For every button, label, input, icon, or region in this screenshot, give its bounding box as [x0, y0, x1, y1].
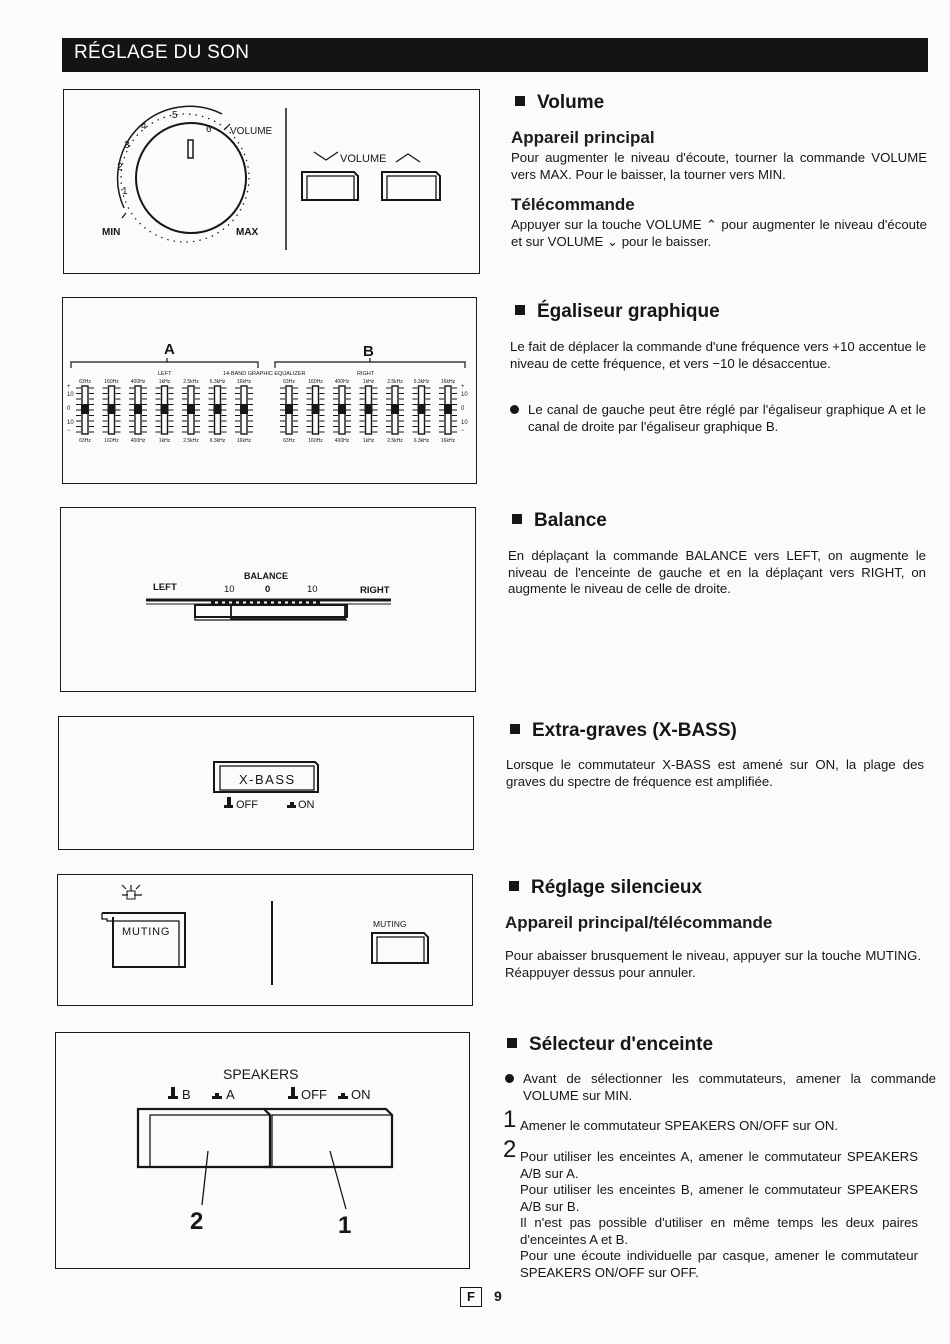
volume-scale-1: 1 [122, 186, 128, 197]
balance-right-label: RIGHT [360, 585, 390, 596]
eq-slider-knob[interactable] [214, 404, 222, 414]
eq-scale-plus: + [67, 384, 71, 390]
eq-freq-top-label: 400Hz [130, 379, 146, 385]
balance-title: BALANCE [244, 571, 288, 581]
eq-slider-knob[interactable] [240, 404, 248, 414]
section-title-volume [515, 92, 604, 114]
step-2-text-b: Pour utiliser les enceintes B, amener le commutateur SPEAKERS A/B sur B. [520, 1182, 918, 1214]
eq-freq-top-label: 6.3kHz [209, 379, 226, 385]
language-badge: F [460, 1287, 482, 1307]
eq-freq-bottom-label: 160Hz [308, 438, 323, 444]
step-1-number: 1 [503, 1106, 517, 1133]
eq-freq-top-label: 16kHz [440, 379, 456, 385]
eq-scale-right-label: − [461, 428, 465, 434]
eq-slider-knob[interactable] [108, 404, 116, 414]
speakers-on-label: ON [351, 1087, 371, 1102]
eq-group-a-label: A [164, 341, 175, 358]
eq-slider[interactable] [76, 379, 94, 444]
volume-scale-5: 5 [172, 110, 178, 121]
section-title-text: Extra-graves (X-BASS) [532, 720, 737, 741]
eq-freq-top-label: 16kHz [236, 379, 252, 385]
eq-slider-knob[interactable] [285, 404, 293, 414]
balance-text: En déplaçant la commande BALANCE vers LEFT, on augmente le niveau de l'enceinte de gauche et en la déplaçant vers RIGHT, on augmente le niveau de celle de droite. [508, 548, 926, 596]
subtitle-remote: Télécommande [511, 195, 635, 214]
section-title-balance [512, 510, 607, 532]
volume-figure [63, 89, 480, 274]
eq-slider-knob[interactable] [365, 404, 373, 414]
step-2-text-d: Pour une écoute individuelle par casque, amener le commutateur SPEAKERS ON/OFF sur OFF. [520, 1248, 918, 1280]
eq-slider[interactable] [413, 379, 431, 444]
section-title-muting [509, 877, 702, 899]
step-1-text: Amener le commutateur SPEAKERS ON/OFF sur ON. [520, 1118, 839, 1133]
eq-slider[interactable] [439, 379, 457, 444]
balance-ten-right: 10 [307, 584, 318, 595]
eq-slider-knob[interactable] [312, 404, 320, 414]
eq-slider-knob[interactable] [134, 404, 142, 414]
speakers-callout-1: 1 [338, 1212, 352, 1239]
muting-remote-label: MUTING [373, 919, 407, 929]
eq-slider[interactable] [129, 379, 147, 444]
eq-scale-bottom: 10 [67, 420, 74, 426]
eq-slider-knob[interactable] [391, 404, 399, 414]
eq-slider-knob[interactable] [81, 404, 89, 414]
eq-freq-bottom-label: 16kHz [236, 438, 252, 444]
eq-slider-knob[interactable] [161, 404, 169, 414]
volume-min-label: MIN [102, 227, 121, 238]
balance-ten-left: 10 [224, 584, 235, 595]
section-title-text: Volume [537, 92, 605, 113]
volume-text-remote: Appuyer sur la touche VOLUME ⌃ pour augmenter le niveau d'écoute et sur VOLUME ⌄ pour le baisser. [511, 217, 927, 249]
eq-freq-bottom-label: 63Hz [283, 438, 295, 444]
section-title-text: Balance [534, 510, 607, 531]
eq-slider[interactable] [182, 379, 200, 444]
eq-slider[interactable] [386, 379, 404, 444]
eq-freq-bottom-label: 2.5kHz [387, 438, 403, 444]
muting-text: Pour abaisser brusquement le niveau, appuyer sur la touche MUTING. Réappuyer dessus pour annuler. [505, 948, 921, 980]
section-title-text: Égaliseur graphique [537, 301, 720, 322]
volume-scale-2: 2 [117, 162, 123, 173]
speakers-callout-2: 2 [190, 1208, 204, 1235]
eq-freq-top-label: 160Hz [308, 379, 323, 385]
speakers-bullet [505, 1071, 936, 1104]
eq-scale-right-label: 10 [461, 420, 468, 426]
equalizer-figure [62, 297, 477, 484]
eq-freq-top-label: 160Hz [104, 379, 119, 385]
eq-slider-bank [76, 379, 468, 444]
eq-freq-bottom-label: 63Hz [79, 438, 91, 444]
eq-freq-bottom-label: 1kHz [158, 438, 171, 444]
eq-slider[interactable] [156, 379, 174, 444]
page-header [62, 38, 928, 72]
xbass-on-label: ON [298, 799, 315, 811]
eq-group-b-label: B [363, 343, 374, 360]
eq-slider-knob[interactable] [338, 404, 346, 414]
eq-freq-bottom-label: 16kHz [440, 438, 456, 444]
eq-slider[interactable] [333, 379, 351, 444]
xbass-off-label: OFF [236, 799, 258, 811]
subtitle-main-unit: Appareil principal [511, 128, 655, 147]
eq-freq-top-label: 63Hz [79, 379, 91, 385]
eq-slider[interactable] [209, 379, 227, 444]
speakers-off-label: OFF [301, 1087, 327, 1102]
eq-left-label: LEFT [158, 371, 172, 377]
eq-slider-knob[interactable] [187, 404, 195, 414]
eq-scale-zero: 0 [67, 406, 71, 412]
section-title-eq [515, 301, 720, 323]
eq-freq-top-label: 1kHz [362, 379, 375, 385]
eq-scale-right-label: + [461, 384, 465, 390]
section-title-text: Réglage silencieux [531, 877, 703, 898]
section-title-xbass [510, 720, 737, 742]
page-number: 9 [494, 1288, 502, 1304]
eq-bullet-text: Le canal de gauche peut être réglé par l'égaliseur graphique A et le canal de droite par l'égaliseur graphique B. [528, 402, 926, 434]
eq-slider-knob[interactable] [444, 404, 452, 414]
eq-freq-bottom-label: 400Hz [334, 438, 350, 444]
volume-button-label: VOLUME [340, 153, 387, 165]
balance-left-label: LEFT [153, 582, 177, 593]
balance-zero: 0 [265, 584, 271, 595]
volume-knob-label: VOLUME [230, 126, 273, 137]
eq-freq-bottom-label: 2.5kHz [183, 438, 199, 444]
xbass-figure [58, 716, 474, 850]
subtitle-main-remote: Appareil principal/télécommande [505, 913, 773, 932]
volume-max-label: MAX [236, 227, 259, 238]
volume-scale-4: 4 [141, 121, 147, 132]
eq-freq-bottom-label: 160Hz [104, 438, 119, 444]
muting-main-label: MUTING [122, 926, 171, 938]
xbass-button-label: X-BASS [239, 772, 296, 787]
eq-slider[interactable] [360, 379, 378, 444]
eq-freq-bottom-label: 400Hz [130, 438, 146, 444]
eq-right-label: RIGHT [357, 371, 375, 377]
page-title: RÉGLAGE DU SON [74, 42, 250, 63]
eq-freq-top-label: 2.5kHz [387, 379, 403, 385]
step-2-number: 2 [503, 1136, 517, 1163]
step-2-text-a: Pour utiliser les enceintes A, amener le commutateur SPEAKERS A/B sur A. [520, 1149, 918, 1181]
eq-freq-top-label: 2.5kHz [183, 379, 199, 385]
speakers-b-label: B [182, 1087, 191, 1102]
section-title-text: Sélecteur d'enceinte [529, 1034, 714, 1055]
xbass-text: Lorsque le commutateur X-BASS est amené sur ON, la plage des graves du spectre de fréquence est amplifiée. [506, 757, 924, 789]
eq-freq-bottom-label: 6.3kHz [209, 438, 226, 444]
eq-freq-top-label: 400Hz [334, 379, 350, 385]
balance-figure [60, 507, 476, 692]
eq-scale-right-label: 10 [461, 392, 468, 398]
eq-freq-bottom-label: 6.3kHz [413, 438, 430, 444]
speakers-title: SPEAKERS [223, 1066, 299, 1082]
eq-slider[interactable] [235, 379, 253, 444]
eq-slider-knob[interactable] [418, 404, 426, 414]
eq-text: Le fait de déplacer la commande d'une fréquence vers +10 accentue le niveau de cette fréquence, et vers −10 le désaccentue. [510, 339, 926, 371]
eq-band-title: 14-BAND GRAPHIC EQUALIZER [223, 371, 306, 377]
eq-slider[interactable] [307, 379, 325, 444]
eq-freq-top-label: 6.3kHz [413, 379, 430, 385]
section-title-speakers [507, 1034, 713, 1056]
speakers-a-label: A [226, 1087, 235, 1102]
step-2-text-c: Il n'est pas possible d'utiliser en même temps les deux paires d'enceintes A et B. [520, 1215, 918, 1247]
eq-freq-top-label: 63Hz [283, 379, 295, 385]
speakers-bullet-text: Avant de sélectionner les commutateurs, amener la commande VOLUME sur MIN. [523, 1071, 936, 1103]
speakers-figure [55, 1032, 470, 1269]
eq-freq-bottom-label: 1kHz [362, 438, 375, 444]
eq-slider[interactable] [280, 379, 298, 444]
volume-text-main: Pour augmenter le niveau d'écoute, tourner la commande VOLUME vers MAX. Pour le baisser, la tourner vers MIN. [511, 150, 927, 182]
volume-scale-6: 6 [206, 124, 212, 135]
volume-scale-3: 3 [124, 140, 130, 151]
eq-slider[interactable] [103, 379, 121, 444]
eq-bullet [510, 402, 926, 435]
eq-scale-right-label: 0 [461, 406, 465, 412]
eq-scale-minus: − [67, 428, 71, 434]
eq-freq-top-label: 1kHz [158, 379, 171, 385]
muting-figure [57, 874, 473, 1006]
eq-scale-top: 10 [67, 392, 74, 398]
